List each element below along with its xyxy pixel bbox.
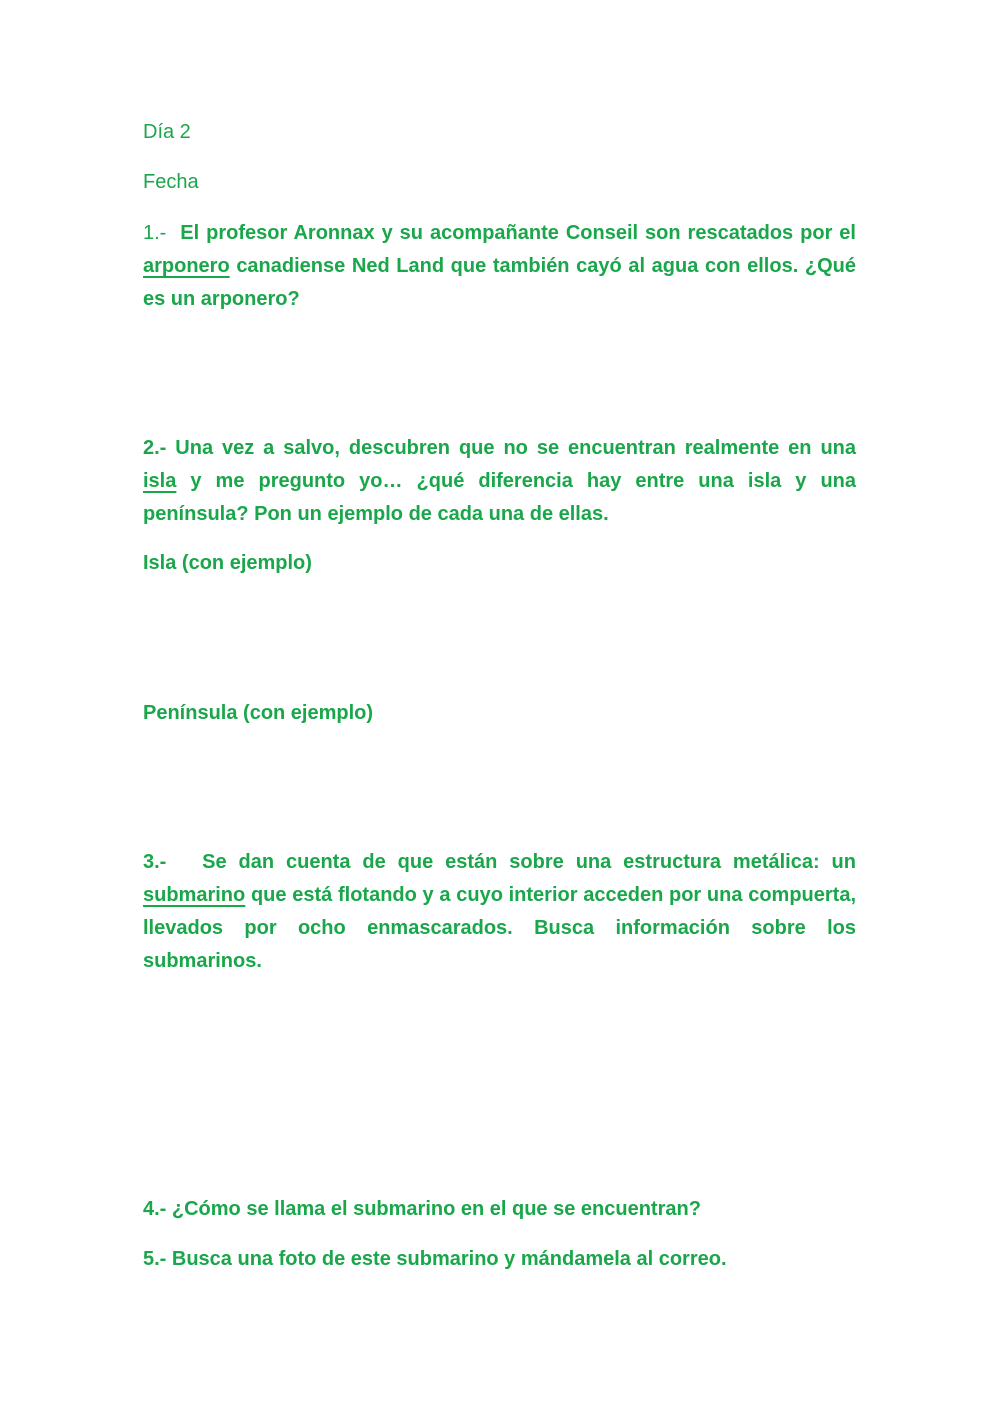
question-1-text-c: es un arponero? bbox=[143, 288, 300, 310]
question-2-number: 2.- bbox=[143, 437, 167, 459]
question-4: 4.- ¿Cómo se llama el submarino en el que se encuentran? bbox=[143, 1198, 701, 1220]
question-2-text-a: Una vez a salvo, descubren que no se encuentran realmente en una bbox=[175, 437, 856, 459]
question-1-text-b: canadiense Ned Land que también cayó al agua con ellos. ¿Qué bbox=[236, 255, 856, 277]
date-label: Fecha bbox=[143, 171, 199, 193]
question-1-number: 1.- bbox=[143, 222, 167, 244]
isla-label: Isla (con ejemplo) bbox=[143, 552, 312, 574]
day-heading: Día 2 bbox=[143, 121, 191, 143]
question-1-text-a: El profesor Aronnax y su acompañante Conseil son rescatados por el bbox=[180, 222, 856, 244]
question-1-keyword: arponero bbox=[143, 255, 230, 277]
peninsula-label: Península (con ejemplo) bbox=[143, 702, 374, 724]
question-3 bbox=[143, 846, 856, 978]
question-5: 5.- Busca una foto de este submarino y mándamela al correo. bbox=[143, 1248, 727, 1270]
question-2-text-b: y me pregunto yo… ¿qué diferencia hay entre una isla y una península? Pon un ejemplo de cada una de ellas. bbox=[143, 470, 856, 525]
question-2 bbox=[143, 432, 856, 531]
question-3-number: 3.- bbox=[143, 851, 167, 873]
question-3-keyword: submarino bbox=[143, 884, 246, 906]
question-3-text-b: que está flotando y a cuyo interior acceden por una compuerta, llevados por ocho enmascarados. Busca información sobre los submarinos. bbox=[143, 884, 856, 972]
question-2-keyword: isla bbox=[143, 470, 177, 492]
question-1 bbox=[143, 217, 856, 316]
question-3-text-a: Se dan cuenta de que están sobre una estructura metálica: un bbox=[202, 851, 856, 873]
